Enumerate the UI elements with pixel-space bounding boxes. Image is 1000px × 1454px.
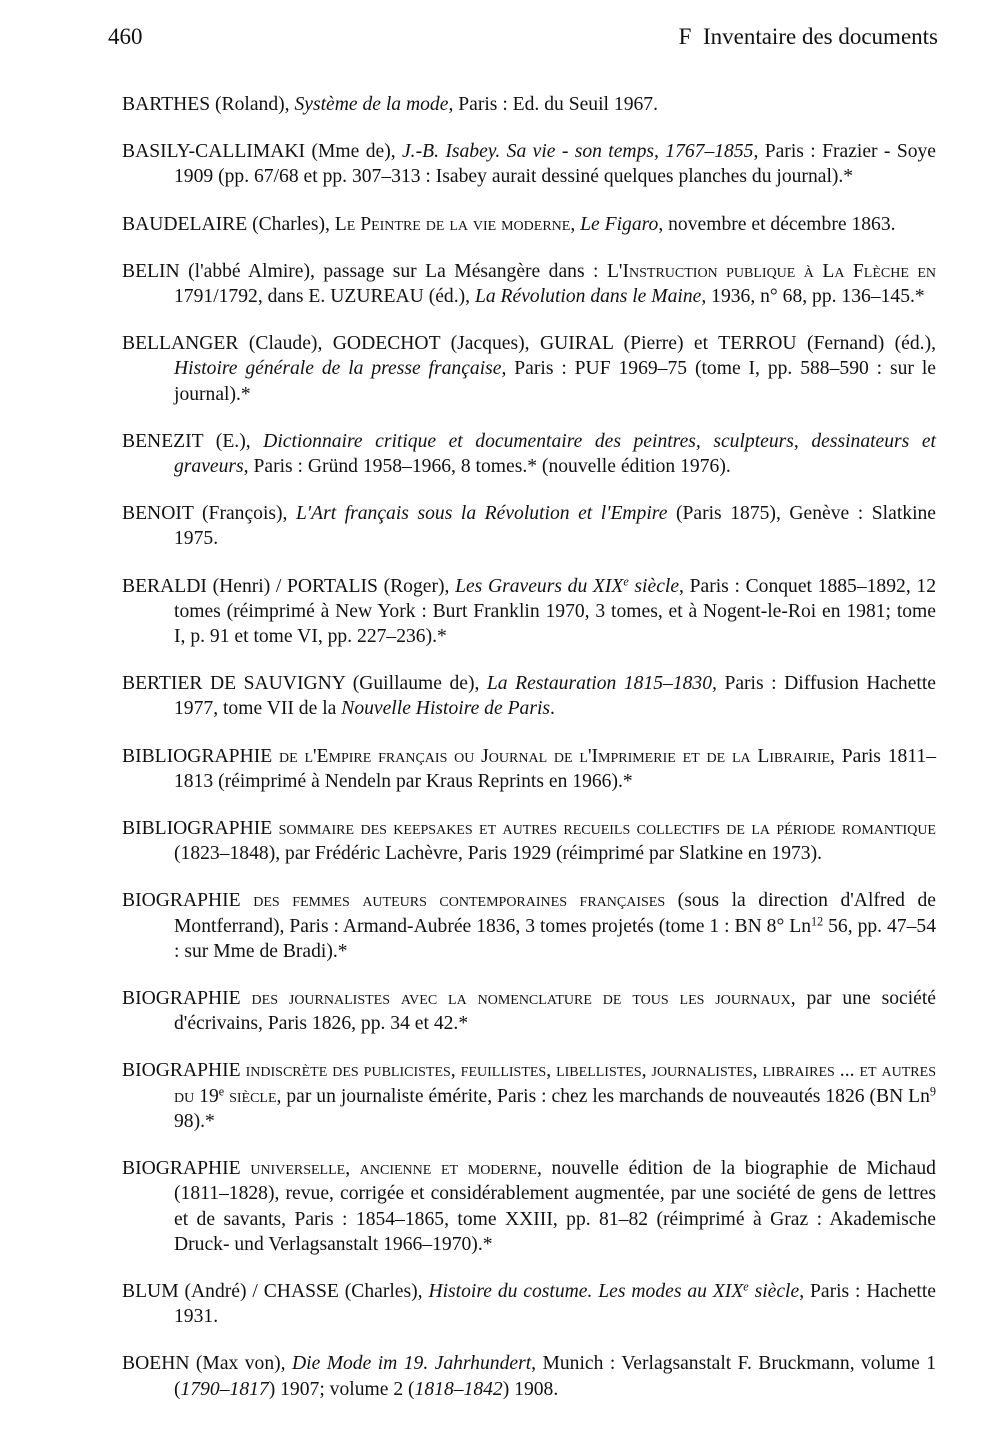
- entry-small-caps-title: L'Instruction publique à La Flèche en: [606, 260, 937, 282]
- entry-text: BELIN (l'abbé Almire), passage sur La Mésangère dans :: [122, 260, 607, 282]
- entry-text: 56, pp. 47–54 : sur Mme de Bradi).*: [174, 915, 936, 962]
- section-title: F Inventaire des documents: [678, 24, 938, 49]
- entry-text: .: [550, 698, 555, 720]
- entry-small-caps-title: universelle, ancienne et moderne: [250, 1158, 537, 1180]
- entry-italic-title: siècle: [748, 1280, 800, 1302]
- entry-text: , par un journaliste émérite, Paris : chez les marchands de nouveautés 1826 (BN Ln: [276, 1085, 930, 1107]
- entry-italic-title: Le Figaro: [580, 213, 659, 235]
- entry-text: ) 1908.: [502, 1378, 559, 1400]
- entry-italic-title: J.-B. Isabey. Sa vie - son temps, 1767–1855: [401, 141, 754, 163]
- entry-text: , Paris : Frazier - Soye 1909 (pp. 67/68 et pp. 307–313 : Isabey aurait dessiné quelques planches du journal).*: [174, 141, 937, 188]
- entry-italic-title: Die Mode im 19. Jahrhundert: [291, 1353, 532, 1375]
- entry-text: 1791/1792, dans E. UZUREAU (éd.),: [174, 286, 475, 308]
- entry-italic-title: La Restauration 1815–1830: [486, 673, 713, 695]
- bibliography-entry: [122, 744, 936, 794]
- entry-text: , Munich : Verlagsanstalt F. Bruckmann, volume 1 (: [174, 1353, 936, 1400]
- bibliography-entry: [122, 1156, 936, 1257]
- bibliography-entry: [122, 429, 936, 479]
- entry-small-caps-title: sommaire des keepsakes et autres recueils collectifs de la période romantique: [278, 818, 936, 840]
- entry-text: , Paris : Hachette 1931.: [174, 1280, 936, 1328]
- bibliography-entry: [122, 816, 936, 866]
- entry-small-caps-title: Le Peintre de la vie moderne: [334, 213, 571, 235]
- entry-text: (1823–1848), par Frédéric Lachèvre, Paris 1929 (réimprimé par Slatkine en 1973).: [174, 843, 823, 865]
- bibliography-entry: [122, 92, 936, 117]
- bibliography-entry: [122, 501, 936, 551]
- bibliography-entry: [122, 1058, 936, 1134]
- entry-text: , Paris : Conquet 1885–1892, 12 tomes (réimprimé à New York : Burt Franklin 1970, 3 tomes, et à Nogent-le-Roi en 1981; tome I, p. 91 et tome VI, pp. 227–236).*: [174, 575, 936, 648]
- entry-text: ) 1907; volume 2 (: [268, 1378, 415, 1400]
- entry-text: BLUM (André) / CHASSE (Charles),: [122, 1280, 429, 1302]
- entry-italic-title: Système de la mode: [294, 94, 449, 115]
- entry-italic-title: Histoire du costume. Les modes au XIX: [428, 1280, 744, 1302]
- entry-italic-title: Les Graveurs du XIX: [455, 575, 624, 597]
- entry-small-caps-title: des femmes auteurs contemporaines françaises: [253, 890, 666, 912]
- bibliography-entry: [122, 671, 936, 721]
- entry-superscript: 12: [811, 914, 824, 928]
- entry-text: BIBLIOGRAPHIE: [122, 818, 279, 840]
- entry-text: BIBLIOGRAPHIE: [122, 745, 280, 767]
- entry-text: BELLANGER (Claude), GODECHOT (Jacques), GUIRAL (Pierre) et TERROU (Fernand) (éd.),: [122, 333, 936, 355]
- page-header: [108, 22, 938, 52]
- entry-text: BENOIT (François),: [122, 503, 297, 525]
- entry-italic-title: Dictionnaire critique et documentaire des peintres, sculpteurs, dessinateurs et graveurs: [174, 430, 936, 478]
- bibliography-entry: [122, 1351, 936, 1401]
- bibliography-entry: [122, 139, 936, 189]
- entry-text: BARTHES (Roland),: [122, 94, 295, 115]
- entry-text: BERALDI (Henri) / PORTALIS (Roger),: [122, 575, 456, 597]
- entry-text: 19: [194, 1085, 219, 1107]
- bibliography-entry: [122, 574, 936, 650]
- entry-superscript: e: [218, 1084, 225, 1099]
- entry-italic-title: 1790–1817: [180, 1378, 269, 1400]
- entry-italic-title: siècle: [628, 575, 680, 597]
- entry-text: BAUDELAIRE (Charles),: [122, 213, 335, 235]
- entry-text: , Paris : Diffusion Hachette 1977, tome VII de la: [174, 673, 936, 720]
- entry-text: BIOGRAPHIE: [122, 1060, 246, 1082]
- entry-text: BIOGRAPHIE: [122, 1158, 251, 1180]
- bibliography-list: [122, 92, 936, 1424]
- entry-small-caps-title: des journalistes avec la nomenclature de tous les journaux: [251, 988, 791, 1010]
- entry-text: , Paris : Ed. du Seuil 1967.: [448, 94, 658, 115]
- bibliography-entry: [122, 1279, 936, 1329]
- entry-text: BIOGRAPHIE: [122, 988, 252, 1010]
- entry-italic-superscript: e: [743, 1279, 749, 1294]
- entry-text: BOEHN (Max von),: [122, 1353, 292, 1375]
- bibliography-entry: [122, 888, 936, 964]
- entry-text: BIOGRAPHIE: [122, 890, 254, 912]
- entry-small-caps-title: indiscrète des publicistes, feuillistes, libellistes, journalistes, libraires ... et autres du: [174, 1060, 936, 1107]
- entry-text: , Paris : PUF 1969–75 (tome I, pp. 588–590 : sur le journal).*: [174, 358, 936, 405]
- entry-text: , Paris 1811–1813 (réimprimé à Nendeln par Kraus Reprints en 1966).*: [174, 745, 936, 792]
- entry-italic-title: 1818–1842: [414, 1378, 503, 1400]
- entry-text: BASILY-CALLIMAKI (Mme de),: [122, 141, 402, 163]
- entry-italic-title: La Révolution dans le Maine: [474, 286, 702, 308]
- entry-superscript: 9: [929, 1084, 936, 1099]
- entry-text: (Paris 1875), Genève : Slatkine 1975.: [174, 503, 937, 550]
- entry-text: BENEZIT (E.),: [122, 430, 264, 452]
- bibliography-entry: [122, 259, 936, 309]
- entry-small-caps-title: siècle: [224, 1085, 277, 1107]
- entry-italic-superscript: e: [623, 573, 629, 588]
- entry-small-caps-title: de l'Empire français ou Journal de l'Imprimerie et de la Librairie: [279, 745, 831, 767]
- page-number: 460: [108, 24, 143, 49]
- bibliography-entry: [122, 331, 936, 407]
- entry-italic-title: Nouvelle Histoire de Paris: [341, 698, 551, 720]
- entry-text: , Paris : Gründ 1958–1966, 8 tomes.* (nouvelle édition 1976).: [243, 456, 731, 478]
- entry-text: ,: [570, 213, 581, 235]
- entry-text: , nouvelle édition de la biographie de Michaud (1811–1828), revue, corrigée et considérablement augmentée, par une société de gens de lettres et de savants, Paris : 1854–1865, tome XXIII, pp. 81–82 (réimprimé à Graz : Akademische Druck- und Verlagsanstalt 1966–1970).*: [174, 1158, 936, 1255]
- entry-text: , par une société d'écrivains, Paris 1826, pp. 34 et 42.*: [174, 988, 936, 1035]
- entry-text: , novembre et décembre 1863.: [658, 213, 896, 235]
- entry-text: , 1936, n° 68, pp. 136–145.*: [701, 286, 925, 308]
- entry-italic-title: Histoire générale de la presse française: [174, 358, 502, 380]
- bibliography-entry: [122, 212, 936, 237]
- entry-text: BERTIER DE SAUVIGNY (Guillaume de),: [122, 673, 487, 695]
- bibliography-entry: [122, 986, 936, 1036]
- entry-italic-title: L'Art français sous la Révolution et l'Empire: [296, 503, 668, 525]
- entry-text: (sous la direction d'Alfred de Montferrand), Paris : Armand-Aubrée 1836, 3 tomes projetés (tome 1 : BN 8° Ln: [174, 890, 936, 937]
- entry-text: 98).*: [174, 1110, 215, 1132]
